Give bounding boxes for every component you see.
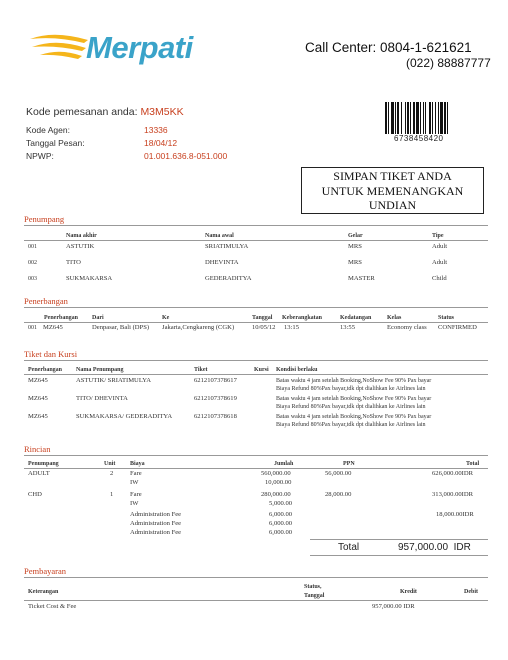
divider	[24, 600, 488, 601]
col-debit: Debit	[464, 589, 478, 595]
col-unit: Unit	[104, 461, 116, 467]
fare-label: Fare	[130, 470, 142, 477]
ticket-flight: MZ645	[28, 413, 48, 420]
col-type: Tipe	[432, 233, 444, 239]
pax-type: CHD	[28, 491, 42, 498]
ppn-amount: 56,000.00	[325, 470, 352, 477]
npwp-label: NPWP:	[26, 151, 54, 161]
col-status-line2: Tanggal	[304, 593, 325, 599]
ticket-number: 6212107378619	[194, 395, 237, 402]
ticket-condition-1: Batas waktu 4 jam setelah Booking,NoShow Fee 90% Pax bayar	[276, 396, 432, 402]
col-flight: Penerbangan	[28, 367, 63, 373]
col-passenger-name: Nama Penumpang	[76, 367, 124, 373]
col-total: Total	[466, 461, 480, 467]
promo-line-2: UNTUK MEMENANGKAN	[321, 183, 464, 198]
ticket-passenger: ASTUTIK/ SRIATIMULYA	[76, 377, 151, 384]
booking-code-value: M3M5KK	[140, 106, 184, 118]
passenger-number: 003	[28, 276, 37, 282]
call-center-line1: Call Center: 0804-1-621621	[305, 40, 472, 55]
col-from: Dari	[92, 315, 104, 321]
col-conditions: Kondisi berlaku	[276, 367, 318, 373]
promo-box	[301, 167, 484, 214]
pax-type: ADULT	[28, 470, 50, 477]
brand-name: Merpati	[86, 30, 193, 65]
col-to: Ke	[162, 315, 170, 321]
col-flight: Penerbangan	[44, 315, 79, 321]
col-ppn: PPN	[343, 461, 355, 467]
pax-unit: 1	[110, 491, 114, 498]
flight-code: MZ645	[43, 324, 63, 331]
col-status-line1: Status,	[304, 584, 322, 590]
ticket-condition-2: Biaya Refund 80%Pax bayar,tdk dpt dialihkan ke Airlines lain	[276, 404, 426, 410]
section-pembayaran-title: Pembayaran	[24, 566, 67, 576]
line-total: 313,000.00IDR	[432, 491, 474, 498]
ticket-flight: MZ645	[28, 377, 48, 384]
booking-values	[144, 124, 227, 163]
passenger-first-name: SRIATIMULYA	[205, 243, 249, 250]
divider	[24, 468, 488, 469]
ticket-condition-1: Batas waktu 4 jam setelah Booking,NoShow Fee 90% Pax bayar	[276, 414, 432, 420]
payment-description: Ticket Cost & Fee	[28, 603, 77, 610]
section-penumpang-title: Penumpang	[24, 214, 65, 224]
ticket-condition-2: Biaya Refund 80%Pax bayar,tdk dpt dialihkan ke Airlines lain	[276, 386, 426, 392]
iw-amount: 10,000.00	[265, 479, 292, 486]
col-last-name: Nama akhir	[66, 233, 97, 239]
section-rincian	[24, 444, 488, 456]
admin-fee-amount: 6,000.00	[269, 520, 293, 527]
npwp-value: 01.001.636.8-051.000	[144, 151, 228, 161]
pax-unit: 2	[110, 470, 114, 477]
iw-label: IW	[130, 479, 139, 486]
passenger-title: MASTER	[348, 275, 375, 282]
booking-code	[26, 106, 184, 118]
passenger-title: MRS	[348, 259, 362, 266]
ticket-passenger: SUKMAKARSA/ GEDERADITYA	[76, 413, 173, 420]
admin-fee-amount: 6,000.00	[269, 511, 293, 518]
total-divider	[310, 539, 488, 540]
col-class: Kelas	[387, 315, 402, 321]
ticket-number: 6212107378617	[194, 377, 237, 384]
passenger-last-name: SUKMAKARSA	[66, 275, 113, 282]
passenger-number: 001	[28, 244, 37, 250]
divider	[24, 240, 488, 241]
passenger-first-name: GEDERADITYA	[205, 275, 252, 282]
col-ticket: Tiket	[194, 367, 208, 373]
admin-fee-amount: 6,000.00	[269, 529, 293, 536]
order-date-value: 18/04/12	[144, 138, 178, 148]
flight-class: Economy class	[387, 324, 427, 331]
col-status: Status	[438, 315, 455, 321]
order-date-label: Tanggal Pesan:	[26, 138, 85, 148]
fare-amount: 560,000.00	[261, 470, 291, 477]
call-center-line2: (022) 88887777	[406, 56, 491, 70]
col-passenger: Penumpang	[28, 461, 59, 467]
col-seat: Kursi	[254, 367, 269, 373]
passenger-type: Adult	[432, 243, 448, 250]
agent-code-value: 13336	[144, 125, 168, 135]
passenger-type: Adult	[432, 259, 448, 266]
payment-credit: 957,000.00 IDR	[372, 603, 415, 610]
barcode-number: 6738458420	[394, 134, 444, 143]
total-value: 957,000.00 IDR	[398, 542, 471, 553]
section-pembayaran	[24, 566, 488, 578]
col-title: Gelar	[348, 233, 363, 239]
ticket-flight: MZ645	[28, 395, 48, 402]
admin-fee-total: 18,000.00IDR	[436, 511, 474, 518]
passenger-first-name: DHEVINTA	[205, 259, 239, 266]
booking-details	[26, 124, 85, 163]
flight-number: 001	[28, 325, 37, 331]
admin-fee-label: Administration Fee	[130, 520, 182, 527]
booking-code-label: Kode pemesanan anda:	[26, 106, 138, 118]
section-rincian-title: Rincian	[24, 444, 51, 454]
flight-arrival: 13:55	[340, 324, 356, 331]
col-departure: Keberangkatan	[282, 315, 323, 321]
section-penerbangan-title: Penerbangan	[24, 296, 68, 306]
col-description: Keterangan	[28, 589, 59, 595]
col-credit: Kredit	[400, 589, 417, 595]
promo-line-1: SIMPAN TIKET ANDA	[333, 169, 452, 183]
admin-fee-label: Administration Fee	[130, 511, 182, 518]
promo-line-3: UNDIAN	[368, 198, 417, 212]
section-penerbangan	[24, 296, 488, 308]
section-tiket	[24, 349, 488, 361]
ppn-amount: 28,000.00	[325, 491, 352, 498]
ticket-condition-1: Batas waktu 4 jam setelah Booking,NoShow Fee 90% Pax bayar	[276, 378, 432, 384]
col-date: Tanggal	[252, 315, 273, 321]
col-arrival: Kedatangan	[340, 315, 372, 321]
admin-fee-label: Administration Fee	[130, 529, 182, 536]
col-amount: Jumlah	[274, 461, 294, 467]
section-penumpang	[24, 214, 488, 226]
iw-amount: 5,000.00	[269, 500, 293, 507]
divider	[24, 322, 488, 323]
line-total: 626,000.00IDR	[432, 470, 474, 477]
barcode	[384, 102, 470, 134]
ticket-number: 6212107378618	[194, 413, 237, 420]
total-label: Total	[338, 542, 360, 553]
col-cost: Biaya	[130, 461, 145, 467]
passenger-number: 002	[28, 260, 37, 266]
fare-label: Fare	[130, 491, 142, 498]
col-first-name: Nama awal	[205, 233, 234, 239]
passenger-type: Child	[432, 275, 447, 282]
passenger-last-name: ASTUTIK	[66, 243, 95, 250]
ticket-condition-2: Biaya Refund 80%Pax bayar,tdk dpt dialihkan ke Airlines lain	[276, 422, 426, 428]
divider	[24, 374, 488, 375]
barcode-icon	[384, 102, 470, 134]
merpati-logo	[26, 30, 206, 70]
iw-label: IW	[130, 500, 139, 507]
agent-code-label: Kode Agen:	[26, 125, 70, 135]
ticket-passenger: TITO/ DHEVINTA	[76, 395, 128, 402]
passenger-last-name: TITO	[66, 259, 81, 266]
flight-date: 10/05/12	[252, 324, 276, 331]
total-divider	[310, 555, 488, 556]
flight-status: CONFIRMED	[438, 324, 477, 331]
fare-amount: 280,000.00	[261, 491, 291, 498]
flight-departure: 13:15	[284, 324, 300, 331]
passenger-title: MRS	[348, 243, 362, 250]
section-tiket-title: Tiket dan Kursi	[24, 349, 78, 359]
flight-destination: Jakarta,Cengkareng (CGK)	[162, 324, 235, 331]
flight-origin: Denpasar, Bali (DPS)	[92, 324, 150, 331]
